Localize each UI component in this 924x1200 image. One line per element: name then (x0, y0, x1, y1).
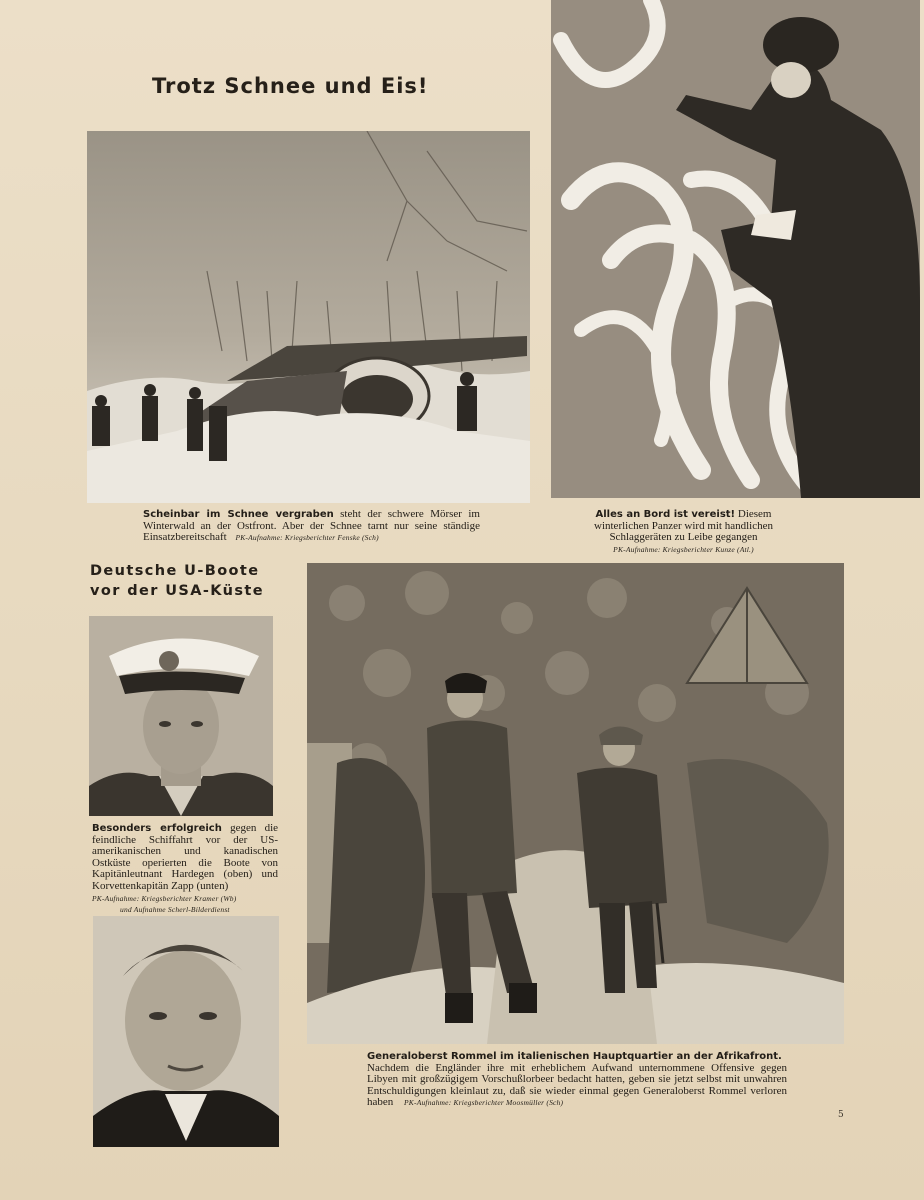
caption-uboat-credit-2: und Aufnahme Scherl-Bilderdienst (120, 905, 230, 915)
caption-uboat-text: gegen die feindliche Schiffahrt vor der US-amerikanischen und kanadischen Ostküste operierten die Boote von Kapitänleutnant Hardegen (oben) und Korvettenkapitän Zapp (unten) (92, 822, 279, 892)
photo-rommel-headquarters (307, 563, 844, 1044)
caption-tank-lead: Alles an Bord ist vereist! (595, 509, 736, 520)
section-heading-uboats (90, 561, 264, 601)
caption-uboat-lead: Besonders erfolgreich (92, 823, 222, 834)
caption-tank-credit: PK-Aufnahme: Kriegsberichter Kunze (Atl.) (613, 544, 754, 554)
photo-portrait-zapp (93, 916, 279, 1147)
page-number: 5 (838, 1110, 844, 1120)
section-heading-line2: vor der USA-Küste (90, 583, 264, 599)
section-heading-line1: Deutsche U-Boote (90, 563, 260, 579)
photo-portrait-hardegen (89, 616, 273, 816)
caption-tank (577, 509, 790, 555)
caption-rommel-text: Nachdem die Engländer ihre mit erheblichem Aufwand unternommene Offensive gegen Libyen mit großzügigem Vorschußlorbeer bedacht hatten, geben sie jetzt selbst mit unwahren Entschuldigungen kleinlaut zu, daß sie wieder einmal gegen Generaloberst Rommel verloren haben (367, 1061, 787, 1109)
caption-mortar (143, 509, 480, 544)
photo-mortar-in-snow (87, 131, 530, 503)
caption-rommel-lead: Generaloberst Rommel im italienischen Hauptquartier an der Afrikafront. (367, 1051, 782, 1062)
caption-rommel (367, 1051, 787, 1109)
caption-mortar-lead: Scheinbar im Schnee vergraben (143, 509, 334, 520)
photo-frozen-tank (551, 0, 920, 498)
caption-mortar-text: steht der schwere Mörser im Winterwald an der Ostfront. Aber der Schnee tarnt nur seine ständige Einsatzbereitschaft (143, 508, 480, 544)
page-headline: Trotz Schnee und Eis! (152, 74, 429, 98)
caption-mortar-credit: PK-Aufnahme: Kriegsberichter Fenske (Sch) (235, 533, 379, 543)
caption-uboat-credit-1: PK-Aufnahme: Kriegsberichter Kramer (Wb) (92, 893, 237, 903)
caption-uboat (92, 823, 278, 916)
caption-tank-text: Diesem winterlichen Panzer wird mit handlichen Schlaggeräten zu Leibe gegangen (594, 508, 773, 544)
caption-rommel-credit: PK-Aufnahme: Kriegsberichter Moosmüller (Sch) (404, 1098, 564, 1108)
